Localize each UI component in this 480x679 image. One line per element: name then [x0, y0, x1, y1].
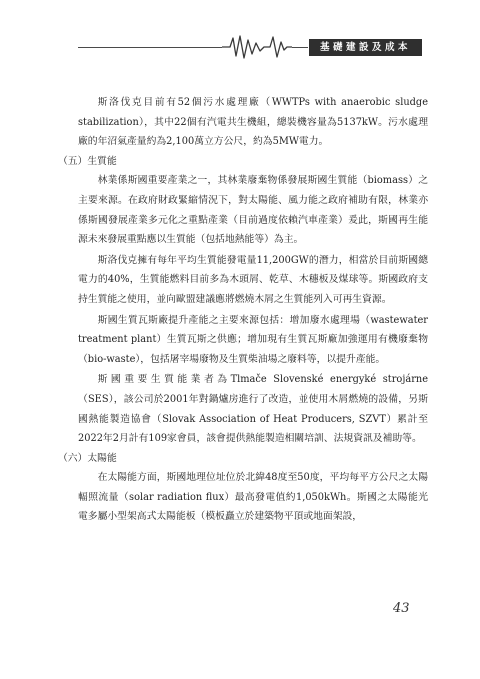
- paragraph-biomass-potential: 斯洛伐克擁有每年平均生質能發電量11,200GW的潛力，相當於目前斯國總電力的40%，生質能燃料目前多為木頭屑、乾草、木穗板及煤球等。斯國政府支持生質能之使用，並向歐盟建議應將燃燒木屑之生質能列入可再生資源。: [78, 254, 428, 305]
- page-body: [58, 93, 428, 527]
- section-heading-solar: （六）太陽能: [58, 452, 117, 464]
- section-heading-biomass: （五）生質能: [58, 155, 117, 167]
- paragraph-biogas-capacity: 斯國生質瓦斯廠提升產能之主要來源包括：增加廢水處理場（wastewater treatment plant）生質瓦斯之供應；增加現有生質瓦斯廠加強運用有機廢棄物（bio-waste），包括屠宰場廢物及生質柴油場之廢料等，以提升產能。: [78, 314, 428, 365]
- header-rule-left: [78, 47, 222, 48]
- paragraph-wastewater-biogas: 斯洛伐克目前有52個污水處理廠（WWTPs with anaerobic sludge stabilization），其中22個有汽電共生機組，總裝機容量為5137kW。污水處理廠的年沼氣產量約為2,100萬立方公尺，約為5MW電力。: [78, 97, 428, 148]
- page-number: 43: [393, 601, 410, 616]
- paragraph-biomass-companies: 斯國重要生質能業者為Tlmače Slovenské energyké strojárne （SES），該公司於2001年對鍋爐房進行了改造，並使用木屑燃燒的設備，另斯國熱能製造協會（Slovak Association of Heat Producers, SZVT）累計至2022年2月計有109家會員，該會提供熱能製造相關培訓、法規資訊及補助等。: [78, 374, 428, 445]
- header-rule-right: [292, 47, 308, 48]
- heartbeat-wave-icon: [222, 34, 292, 60]
- paragraph-forestry-biomass: 林業係斯國重要產業之一，其林業廢棄物係發展斯國生質能（biomass）之主要來源。在政府財政緊縮情況下，對太陽能、風力能之政府補助有限，林業亦係斯國發展產業多元化之重點產業（目前過度依賴汽車產業）爰此，斯國再生能源未來發展重點應以生質能（包括地熱能等）為主。: [78, 175, 428, 246]
- chapter-title-badge: 基礎建設及成本: [309, 39, 422, 56]
- paragraph-solar: 在太陽能方面，斯國地理位址位於北緯48度至50度，平均每平方公尺之太陽輻照流量（solar radiation flux）最高發電值約1,050kWh。斯國之太陽能光電多屬小型架高式太陽能板（模板矗立於建築物平頂或地面架設，: [78, 472, 428, 523]
- page-header: [0, 0, 480, 60]
